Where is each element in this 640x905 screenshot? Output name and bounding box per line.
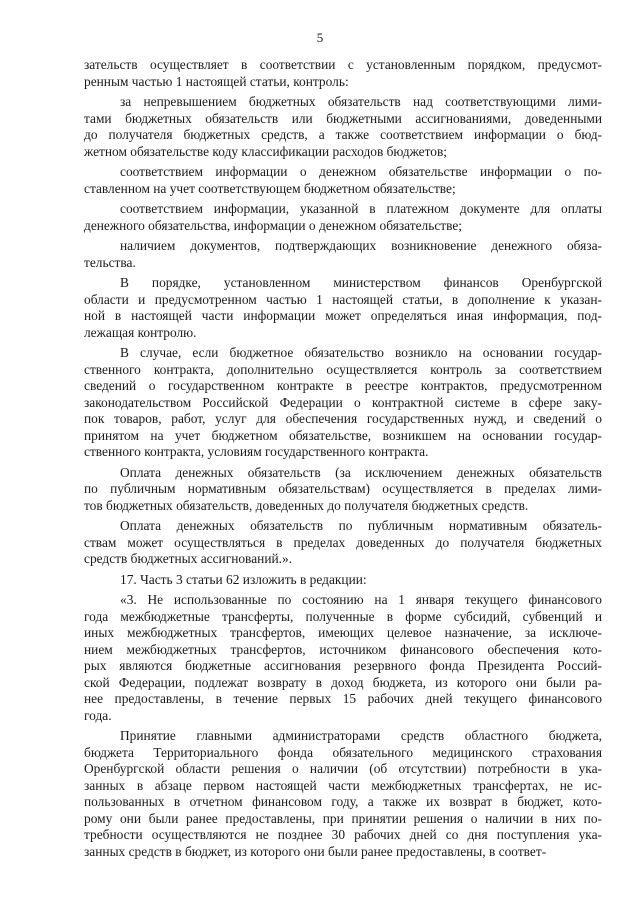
text-line: Оплата денежных обязательств по публичным нормативным обязатель-: [120, 518, 602, 533]
paragraph: [84, 164, 602, 197]
text-line: ной в настоящей части информации может определяться иная информация, под-: [84, 308, 602, 323]
text-line: лежащая контролю.: [84, 324, 197, 340]
text-line: занных в абзаце первом настоящей части межбюджетных трансфертах, не ис-: [84, 777, 602, 793]
text-line: наличием документов, подтверждающих возникновение денежного обяза-: [120, 238, 602, 253]
text-line: бюджета Территориального фонда обязательного медицинского страхования: [84, 744, 602, 760]
text-line: года межбюджетные трансферты, полученные в форме субсидий, субвенций и: [84, 608, 602, 624]
text-line: по публичным нормативным обязательствам) осуществляется в пределах лими-: [84, 481, 602, 496]
text-line: ственного контракта, условиям государственного контракта.: [84, 444, 429, 459]
paragraph: [84, 94, 602, 160]
text-line: ской Федерации, подлежат возврату в доход бюджета, из которого они были ра-: [84, 674, 602, 690]
text-line: иных межбюджетных трансфертов, имеющих целевое назначение, за исключе-: [84, 625, 602, 640]
text-line: года.: [84, 707, 112, 723]
text-line: ствам может осуществляться в пределах доведенных до получателя бюджетных: [84, 534, 602, 550]
text-line: рому они были ранее предоставлены, при принятии решения о наличии в них по-: [84, 810, 602, 826]
text-line: «3. Не использованные по состоянию на 1 января текущего финансового: [120, 592, 602, 607]
paragraph: [84, 345, 602, 461]
text-line: соответствием информации о денежном обязательстве информации о по-: [120, 164, 602, 179]
text-line: требности осуществляются не позднее 30 рабочих дней со дня поступления ука-: [84, 827, 602, 842]
text-line: нее предоставлены, в течение первых 15 рабочих дней текущего финансового: [84, 691, 602, 706]
text-line: тельства.: [84, 254, 136, 270]
paragraph: [84, 201, 602, 234]
text-line: за непревышением бюджетных обязательств над соответствующими лими-: [120, 94, 602, 109]
text-line: ственного контракта, дополнительно осуществляется контроль за соответствием: [84, 361, 602, 377]
text-line: тами бюджетных обязательств или бюджетными ассигнованиями, доведенными: [84, 110, 602, 126]
text-line: Принятие главными администраторами средств областного бюджета,: [120, 728, 602, 743]
text-line: рых являются бюджетные ассигнования резервного фонда Президента Россий-: [84, 658, 602, 673]
text-line: сведений о государственном контракте в реестре контрактов, предусмотренном: [84, 378, 602, 393]
paragraph: [84, 572, 602, 589]
text-line: области и предусмотренном частью 1 настоящей статьи, в дополнение к указан-: [84, 291, 602, 307]
page-number: 5: [316, 30, 324, 45]
text-line: законодательством Российской Федерации о контрактной системе в сфере заку-: [84, 394, 602, 410]
document-body: [84, 57, 602, 860]
text-line: средств бюджетных ассигнований.».: [84, 551, 293, 566]
paragraph: [84, 518, 602, 568]
text-line: соответствием информации, указанной в платежном документе для оплаты: [120, 201, 602, 216]
text-line: ренным частью 1 настоящей статьи, контроль:: [84, 73, 349, 89]
text-line: Оплата денежных обязательств (за исключением денежных обязательств: [120, 464, 602, 480]
paragraph: [84, 238, 602, 271]
text-line: принятом на учет бюджетном обязательстве, возникшем на основании государ-: [84, 427, 602, 443]
paragraph: [84, 275, 602, 341]
text-line: тов бюджетных обязательств, доведенных до получателя бюджетных средств.: [84, 497, 529, 513]
text-line: Оренбургской области решения о наличии (об отсутствии) потребности в ука-: [84, 761, 602, 776]
paragraph: [84, 465, 602, 515]
text-line: В случае, если бюджетное обязательство возникло на основании государ-: [120, 345, 602, 360]
text-line: ставленном на учет соответствующем бюджетном обязательстве;: [84, 180, 456, 196]
text-line: жетном обязательстве коду классификации расходов бюджетов;: [84, 143, 448, 159]
paragraph: [84, 728, 602, 860]
text-line: пользованных в отчетном финансовом году, а также их возврат в бюджет, кото-: [84, 794, 602, 809]
text-line: В порядке, установленном министерством финансов Оренбургской: [120, 275, 602, 290]
text-line: до получателя бюджетных средств, а также соответствием информации о бюд-: [84, 127, 602, 142]
paragraph: [84, 57, 602, 90]
text-line: пок товаров, работ, услуг для обеспечения государственных нужд, и сведений о: [84, 411, 602, 426]
text-line: занных средств в бюджет, из которого они были ранее предоставлены, в соответ-: [84, 843, 547, 859]
text-line: зательств осуществляет в соответствии с установленным порядком, предусмот-: [84, 57, 602, 72]
text-line: 17. Часть 3 статьи 62 изложить в редакции:: [120, 571, 367, 587]
text-line: нием межбюджетных трансфертов, источником финансового обеспечения кото-: [84, 641, 602, 657]
paragraph: [84, 592, 602, 724]
text-line: денежного обязательства, информации о денежном обязательстве;: [84, 217, 463, 233]
